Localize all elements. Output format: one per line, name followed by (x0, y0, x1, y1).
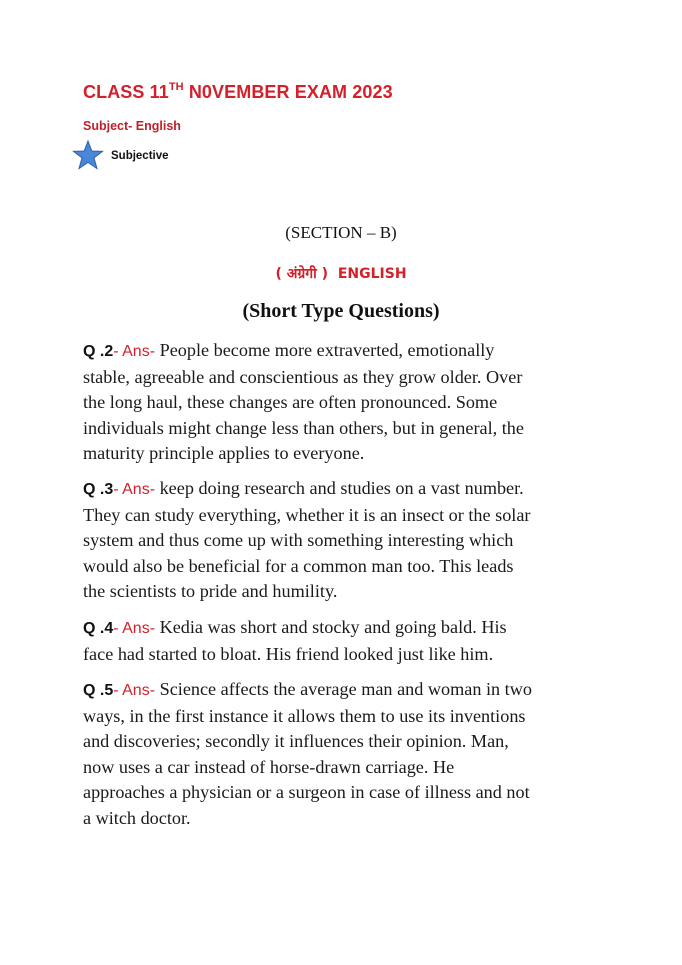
question-label: Q .3 (83, 481, 114, 498)
answer-first-line (83, 615, 603, 642)
answer-text: now uses a car instead of horse-drawn carriage. He (83, 756, 455, 777)
answer-block-q3 (83, 476, 603, 605)
answer-text: approaches a physician or a surgeon in case of illness and not (83, 782, 530, 802)
answer-text: They can study everything, whether it is an insect or the solar (83, 504, 531, 525)
answer-first-line (83, 476, 603, 503)
answer-text: and discoveries; secondly it influences their opinion. Man, (83, 731, 509, 751)
answer-label: Ans- (122, 481, 156, 498)
question-label: Q .5 (83, 682, 114, 699)
exam-title-main: CLASS 11 (83, 82, 169, 102)
answer-text: stable, agreeable and conscientious as they grow older. Over (83, 366, 523, 387)
answer-block-q2 (83, 338, 603, 467)
section-title: (SECTION – B) (285, 223, 397, 242)
answer-separator: - (113, 343, 123, 360)
answer-block-q4 (83, 615, 603, 667)
answer-separator: - (113, 481, 123, 498)
subject-label: Subject- English (83, 119, 181, 133)
answer-label: Ans- (122, 682, 156, 699)
exam-title-superscript: TH (168, 81, 184, 93)
answer-text: People become more extraverted, emotionally (155, 340, 495, 360)
answer-text: keep doing research and studies on a vast number. (155, 478, 524, 498)
answer-separator: - (113, 620, 123, 637)
answer-text: the scientists to pride and humility. (83, 581, 338, 601)
answer-text: ways, in the first instance it allows them to use its inventions (83, 705, 526, 726)
subjective-label: Subjective (111, 150, 169, 162)
answer-text: would also be beneficial for a common man too. This leads (83, 555, 514, 576)
answer-text: the long haul, these changes are often pronounced. Some (83, 392, 498, 412)
answer-separator: - (113, 682, 123, 699)
section-language-line: ( अंग्रेगी ) ENGLISH (275, 266, 407, 282)
subjective-row (72, 140, 169, 170)
answer-text: system and thus come up with something interesting which (83, 530, 514, 550)
answer-text: face had started to bloat. His friend looked just like him. (83, 643, 494, 664)
section-subtitle: (Short Type Questions) (242, 300, 440, 322)
exam-title-rest: N0VEMBER EXAM 2023 (183, 82, 393, 102)
answer-label: Ans- (122, 620, 156, 637)
answer-text: maturity principle applies to everyone. (83, 443, 365, 463)
exam-title (83, 82, 393, 103)
answer-first-line (83, 677, 603, 704)
answer-text: Kedia was short and stocky and going bald. His (155, 617, 507, 637)
question-label: Q .2 (83, 343, 114, 360)
answer-label: Ans- (122, 343, 156, 360)
answer-text: individuals might change less than others, but in general, the (83, 417, 524, 438)
answer-block-q5 (83, 677, 603, 831)
star-icon (72, 140, 104, 170)
answer-text: a witch doctor. (83, 807, 191, 828)
answer-first-line (83, 338, 603, 365)
question-label: Q .4 (83, 620, 114, 637)
answer-text: Science affects the average man and woman in two (155, 679, 532, 699)
